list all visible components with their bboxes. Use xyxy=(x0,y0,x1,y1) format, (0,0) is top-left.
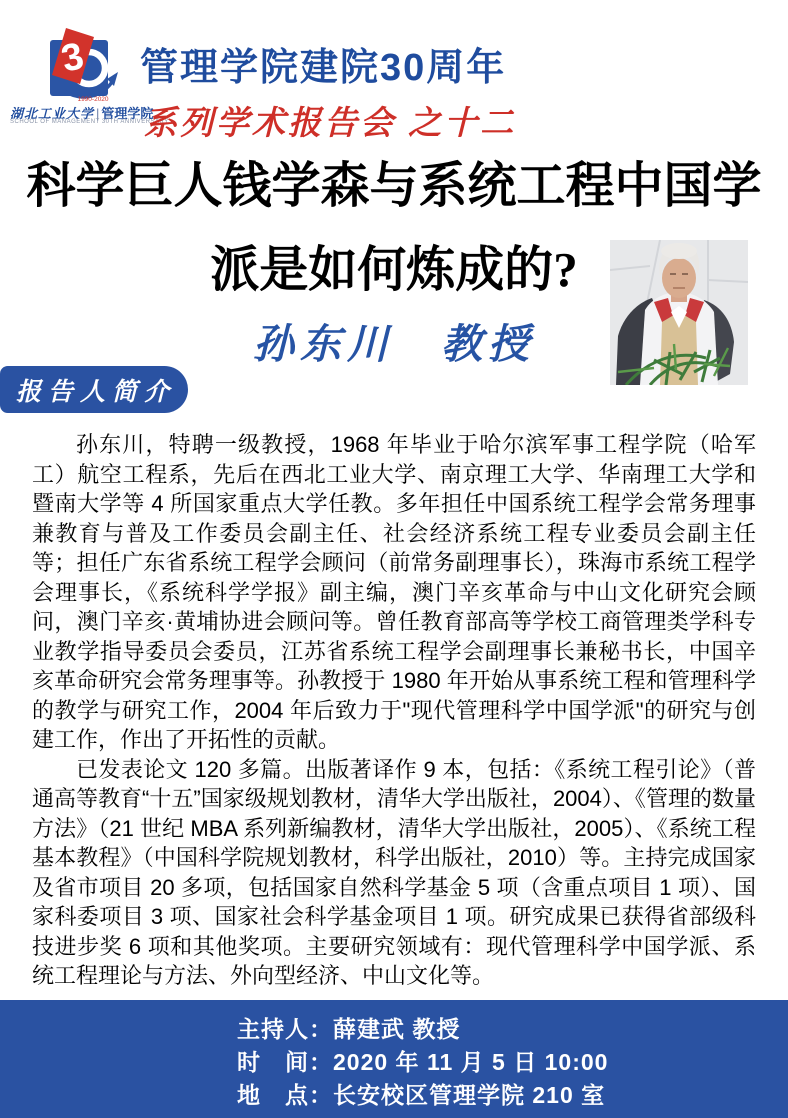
anniversary-30-logo-icon xyxy=(36,18,132,102)
bio-paragraph-1: 孙东川，特聘一级教授，1968 年毕业于哈尔滨军事工程学院（哈军工）航空工程系，先后在西北工业大学、南京理工大学、华南理工大学和暨南大学等 4 所国家重点大学任教。多年担任中国系统工程学会常务理事兼教育与普及工作委员会副主任、社会经济系统工程专业委员会副主任等；担任广东省系统工程学会顾问（前常务副理事长），珠海市系统工程学会理事长，《系统科学学报》副主编，澳门辛亥革命与中山文化研究会顾问，澳门辛亥·黄埔协进会顾问等。曾任教育部高等学校工商管理类学科专业教学指导委员会委员，江苏省系统工程学会副理事长兼秘书长，中国辛亥革命研究会常务理事等。孙教授于 1980 年开始从事系统工程和管理科学的教学与研究工作，2004 年后致力于"现代管理科学中国学派"的研究与创建工作，作出了开拓性的贡献。 xyxy=(32,432,756,752)
bio-body xyxy=(32,430,756,991)
logo-number-3: 3 xyxy=(57,35,88,81)
lecture-title-line2: 派是如何炼成的? xyxy=(210,242,578,297)
logo-institution-dept: 管理学院 xyxy=(101,106,154,121)
lecture-title-line1: 科学巨人钱学森与系统工程中国学 xyxy=(26,158,762,213)
series-subtitle: 系列学术报告会 之十二 xyxy=(144,104,517,141)
logo-english-line: SCHOOL OF MANAGEMENT 30TH ANNIVERSARY xyxy=(10,119,169,125)
anniversary-title: 管理学院建院30周年 xyxy=(140,47,507,89)
footer-place-line: 地 点：长安校区管理学院 210 室 xyxy=(237,1082,606,1108)
footer-info xyxy=(237,1013,608,1112)
footer-bar xyxy=(0,1000,788,1118)
logo-divider: | xyxy=(96,106,100,121)
logo-institution-cn: 湖北工业大学 xyxy=(10,106,95,121)
speaker-name: 孙东川 教授 xyxy=(253,321,535,367)
footer-host-line: 主持人：薛建武 教授 xyxy=(237,1016,461,1042)
bio-badge: 报告人简介 xyxy=(0,366,188,413)
footer-time-line: 时 间：2020 年 11 月 5 日 10:00 xyxy=(237,1049,609,1075)
bio-paragraph-2: 已发表论文 120 多篇。出版著译作 9 本，包括：《系统工程引论》（普通高等教育“十五”国家级规划教材，清华大学出版社，2004）、《管理的数量方法》（21 世纪 MBA 系列新编教材，清华大学出版社，2005）、《系统工程基本教程》（中国科学院规划教材，科学出版社，2010）等。主持完成国家及省市项目 20 多项，包括国家自然科学基金 5 项（含重点项目 1 项）、国家科委项目 3 项、国家社会科学基金项目 1 项。研究成果已获得省部级科技进步奖 6 项和其他奖项。主要研究领域有：现代管理科学中国学派、系统工程理论与方法、外向型经济、中山文化等。 xyxy=(32,756,756,988)
logo-years: 1990-2020 xyxy=(77,96,109,102)
